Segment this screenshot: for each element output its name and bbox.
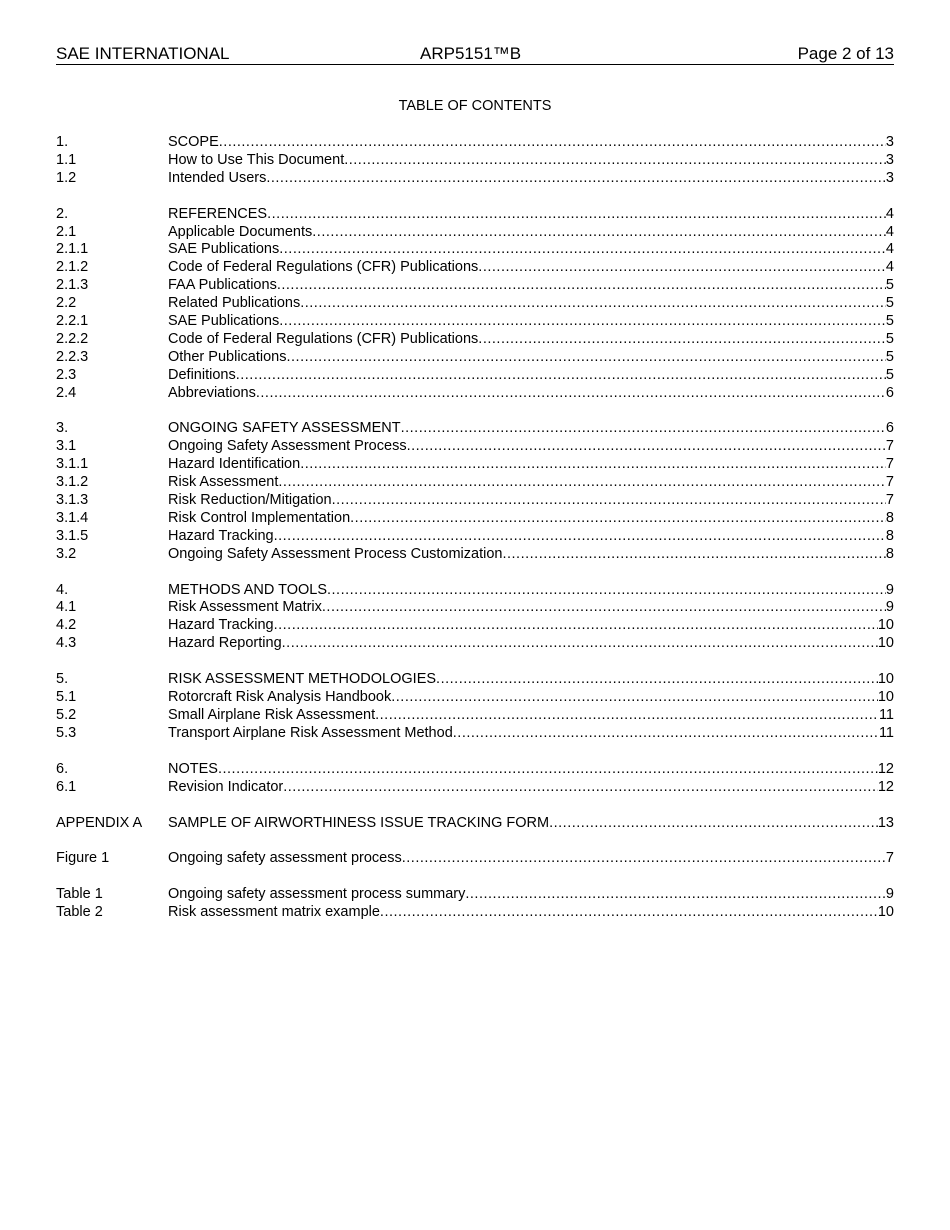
toc-row[interactable]	[56, 349, 894, 367]
toc-section-number: 1.2	[56, 169, 77, 186]
toc-dot-leader	[266, 170, 886, 188]
toc-dot-leader	[267, 206, 886, 224]
toc-dot-leader	[465, 886, 886, 904]
toc-group	[56, 582, 894, 654]
toc-dot-leader	[300, 456, 886, 474]
toc-row[interactable]	[56, 241, 894, 259]
toc-section-title: Transport Airplane Risk Assessment Method	[168, 724, 453, 741]
toc-row[interactable]	[56, 367, 894, 385]
toc-page-number: 13	[877, 814, 894, 831]
toc-page-number: 11	[878, 706, 894, 723]
toc-section-title: Abbreviations	[168, 384, 256, 401]
toc-row[interactable]	[56, 850, 894, 868]
toc-dot-leader	[478, 331, 886, 349]
toc-section-number: 4.3	[56, 635, 77, 652]
toc-page-number: 10	[877, 904, 894, 921]
toc-section-number: 1.1	[56, 151, 77, 168]
toc-page-number: 7	[885, 850, 894, 867]
toc-entry	[168, 904, 894, 922]
toc-section-number: 2.3	[56, 366, 77, 383]
toc-row[interactable]	[56, 295, 894, 313]
toc-entry	[168, 367, 894, 385]
toc-entry	[168, 510, 894, 528]
toc-row[interactable]	[56, 635, 894, 653]
toc-entry	[168, 492, 894, 510]
toc-page-number: 10	[877, 617, 894, 634]
toc-dot-leader	[322, 599, 886, 617]
toc-page-number: 10	[877, 689, 894, 706]
toc-row[interactable]	[56, 259, 894, 277]
toc-page-number: 5	[885, 313, 894, 330]
toc-entry	[168, 241, 894, 259]
toc-section-title: Risk assessment matrix example	[168, 904, 380, 921]
toc-section-title: Code of Federal Regulations (CFR) Publications	[168, 259, 479, 276]
toc-row[interactable]	[56, 492, 894, 510]
toc-entry	[168, 635, 894, 653]
toc-page-number: 12	[877, 778, 894, 795]
toc-section-title: Risk Assessment Matrix	[168, 599, 322, 616]
toc-page-number: 7	[885, 438, 894, 455]
toc-entry	[168, 170, 894, 188]
toc-dot-leader	[375, 707, 879, 725]
toc-group	[56, 761, 894, 797]
toc-section-number: 3.1.1	[56, 456, 89, 473]
toc-section-title: How to Use This Document	[168, 151, 345, 168]
toc-page-number: 5	[885, 295, 894, 312]
toc-page-number: 8	[885, 527, 894, 544]
toc-row[interactable]	[56, 224, 894, 242]
toc-group	[56, 815, 894, 833]
toc-dot-leader	[277, 277, 886, 295]
toc-section-number: 2.2	[56, 295, 77, 312]
toc-row[interactable]	[56, 779, 894, 797]
toc-dot-leader	[478, 259, 886, 277]
toc-entry	[168, 528, 894, 546]
toc-page-number: 5	[885, 277, 894, 294]
toc-dot-leader	[282, 635, 878, 653]
toc-section-number: 2.2.3	[56, 348, 89, 365]
toc-dot-leader	[401, 420, 886, 438]
toc-section-title: Hazard Tracking	[168, 527, 274, 544]
toc-dot-leader	[312, 224, 886, 242]
toc-row[interactable]	[56, 510, 894, 528]
header-page-number: Page 2 of 13	[797, 44, 894, 63]
toc-row[interactable]	[56, 904, 894, 922]
toc-dot-leader	[436, 671, 878, 689]
toc-section-number: 3.1.2	[56, 474, 89, 491]
toc-row[interactable]	[56, 474, 894, 492]
toc-dot-leader	[391, 689, 878, 707]
toc-dot-leader	[219, 134, 886, 152]
toc-page-number: 11	[878, 724, 894, 741]
toc-group	[56, 671, 894, 743]
toc-section-number: 3.1	[56, 438, 77, 455]
toc-row[interactable]	[56, 815, 894, 833]
toc-row[interactable]	[56, 277, 894, 295]
toc-row[interactable]	[56, 599, 894, 617]
toc-section-number: 5.	[56, 671, 69, 688]
toc-page-number: 5	[885, 366, 894, 383]
toc-row[interactable]	[56, 420, 894, 438]
toc-entry	[168, 599, 894, 617]
toc-section-title: Related Publications	[168, 295, 301, 312]
toc-section-title: Risk Assessment	[168, 474, 279, 491]
toc-section-title: Risk Reduction/Mitigation	[168, 492, 332, 509]
toc-section-number: 2.1	[56, 223, 77, 240]
toc-section-number: 3.1.5	[56, 527, 89, 544]
toc-page-number: 3	[885, 134, 894, 150]
toc-section-title: ONGOING SAFETY ASSESSMENT	[168, 420, 401, 437]
toc-page-number: 3	[885, 169, 894, 186]
toc-section-number: 2.1.2	[56, 259, 89, 276]
toc-dot-leader	[278, 474, 886, 492]
toc-section-number: Figure 1	[56, 850, 110, 867]
toc-section-title: Small Airplane Risk Assessment	[168, 706, 376, 723]
toc-dot-leader	[279, 241, 886, 259]
toc-section-title: FAA Publications	[168, 277, 277, 294]
toc-section-title: Ongoing safety assessment process summary	[168, 886, 466, 903]
toc-section-number: 4.	[56, 581, 69, 598]
toc-dot-leader	[300, 295, 886, 313]
toc-entry	[168, 134, 894, 152]
toc-dot-leader	[402, 850, 886, 868]
toc-entry	[168, 689, 894, 707]
toc-section-title: Risk Control Implementation	[168, 509, 351, 526]
toc-dot-leader	[218, 761, 878, 779]
toc-entry	[168, 313, 894, 331]
toc-section-title: Definitions	[168, 366, 236, 383]
toc-row[interactable]	[56, 206, 894, 224]
toc-page-number: 8	[885, 509, 894, 526]
toc-title: TABLE OF CONTENTS	[398, 98, 552, 114]
toc-row[interactable]	[56, 385, 894, 403]
toc-section-title: Hazard Identification	[168, 456, 301, 473]
toc-page-number: 4	[885, 223, 894, 240]
toc-section-title: Rotorcraft Risk Analysis Handbook	[168, 689, 392, 706]
toc-dot-leader	[332, 492, 886, 510]
toc-dot-leader	[350, 510, 886, 528]
toc-section-number: 5.3	[56, 724, 77, 741]
toc-section-number: 3.1.3	[56, 492, 89, 509]
toc-page-number: 9	[885, 886, 894, 903]
toc-entry	[168, 546, 894, 564]
toc-section-title: Hazard Tracking	[168, 617, 274, 634]
toc-section-number: 3.1.4	[56, 509, 89, 526]
toc-entry	[168, 438, 894, 456]
toc-row[interactable]	[56, 725, 894, 743]
toc-entry	[168, 474, 894, 492]
toc-section-title: Revision Indicator	[168, 778, 284, 795]
toc-section-title: SAMPLE OF AIRWORTHINESS ISSUE TRACKING FORM	[168, 814, 550, 831]
toc-dot-leader	[344, 152, 886, 170]
toc-dot-leader	[453, 725, 879, 743]
toc-entry	[168, 277, 894, 295]
toc-section-title: SAE Publications	[168, 241, 280, 258]
toc-entry	[168, 224, 894, 242]
toc-dot-leader	[407, 438, 886, 456]
toc-section-title: Ongoing Safety Assessment Process Customization	[168, 545, 503, 562]
toc-entry	[168, 259, 894, 277]
page-header	[56, 43, 894, 65]
toc-page-number: 4	[885, 241, 894, 258]
toc-page-number: 3	[885, 151, 894, 168]
toc-page-number: 6	[885, 420, 894, 437]
toc-page-number: 5	[885, 348, 894, 365]
toc-entry	[168, 152, 894, 170]
toc-entry	[168, 850, 894, 868]
toc-entry	[168, 761, 894, 779]
toc-row[interactable]	[56, 761, 894, 779]
toc-section-number: 2.2.2	[56, 330, 89, 347]
toc-entry	[168, 385, 894, 403]
toc-entry	[168, 707, 894, 725]
toc-section-number: 6.	[56, 760, 69, 777]
toc-section-number: 3.	[56, 420, 69, 437]
toc-dot-leader	[283, 779, 878, 797]
toc-row[interactable]	[56, 689, 894, 707]
toc-section-number: 2.2.1	[56, 313, 89, 330]
toc-page-number: 4	[885, 259, 894, 276]
toc-entry	[168, 815, 894, 833]
toc-dot-leader	[256, 385, 886, 403]
toc-dot-leader	[502, 546, 885, 564]
toc-row[interactable]	[56, 438, 894, 456]
toc-row[interactable]	[56, 671, 894, 689]
toc-entry	[168, 725, 894, 743]
toc-section-title: Other Publications	[168, 348, 287, 365]
toc-dot-leader	[327, 582, 886, 600]
toc-section-title: NOTES	[168, 760, 218, 777]
toc-row[interactable]	[56, 152, 894, 170]
toc-entry	[168, 331, 894, 349]
toc-row[interactable]	[56, 134, 894, 152]
table-of-contents	[56, 134, 894, 940]
header-organization: SAE INTERNATIONAL	[56, 44, 230, 63]
toc-section-number: 5.2	[56, 706, 77, 723]
toc-group	[56, 420, 894, 563]
toc-section-number: 6.1	[56, 778, 77, 795]
toc-dot-leader	[274, 617, 878, 635]
toc-group	[56, 206, 894, 403]
toc-row[interactable]	[56, 886, 894, 904]
toc-section-number: 2.	[56, 205, 69, 222]
toc-row[interactable]	[56, 707, 894, 725]
toc-page-number: 7	[885, 456, 894, 473]
toc-group	[56, 850, 894, 868]
toc-section-title: Ongoing Safety Assessment Process	[168, 438, 407, 455]
toc-dot-leader	[236, 367, 886, 385]
toc-section-title: Hazard Reporting	[168, 635, 282, 652]
toc-section-title: Intended Users	[168, 169, 267, 186]
toc-row[interactable]	[56, 546, 894, 564]
toc-page-number: 7	[885, 474, 894, 491]
toc-entry	[168, 420, 894, 438]
toc-row[interactable]	[56, 456, 894, 474]
toc-section-number: 4.2	[56, 617, 77, 634]
toc-section-title: Code of Federal Regulations (CFR) Publications	[168, 330, 479, 347]
toc-page-number: 8	[885, 545, 894, 562]
toc-section-title: SAE Publications	[168, 313, 280, 330]
toc-section-title: RISK ASSESSMENT METHODOLOGIES	[168, 671, 437, 688]
toc-entry	[168, 617, 894, 635]
toc-row[interactable]	[56, 617, 894, 635]
toc-page-number: 7	[885, 492, 894, 509]
toc-group	[56, 886, 894, 922]
toc-row[interactable]	[56, 331, 894, 349]
toc-section-title: METHODS AND TOOLS	[168, 581, 327, 598]
toc-section-number: Table 2	[56, 904, 103, 921]
toc-entry	[168, 779, 894, 797]
toc-section-number: 1.	[56, 134, 69, 150]
toc-dot-leader	[274, 528, 886, 546]
toc-section-number: APPENDIX A	[56, 814, 143, 831]
toc-dot-leader	[286, 349, 885, 367]
toc-section-title: SCOPE	[168, 134, 219, 150]
toc-page-number: 9	[885, 599, 894, 616]
toc-entry	[168, 886, 894, 904]
toc-entry	[168, 349, 894, 367]
toc-section-number: Table 1	[56, 886, 103, 903]
toc-dot-leader	[549, 815, 878, 833]
toc-entry	[168, 206, 894, 224]
toc-entry	[168, 295, 894, 313]
toc-entry	[168, 671, 894, 689]
toc-row[interactable]	[56, 582, 894, 600]
toc-section-number: 4.1	[56, 599, 77, 616]
toc-entry	[168, 456, 894, 474]
toc-row[interactable]	[56, 170, 894, 188]
toc-row[interactable]	[56, 528, 894, 546]
toc-dot-leader	[380, 904, 878, 922]
toc-section-number: 5.1	[56, 689, 77, 706]
toc-section-number: 2.1.1	[56, 241, 89, 258]
header-document-number: ARP5151™B	[420, 44, 522, 63]
toc-page-number: 9	[885, 581, 894, 598]
toc-page-number: 5	[885, 330, 894, 347]
toc-page-number: 4	[885, 205, 894, 222]
toc-page-number: 12	[877, 760, 894, 777]
toc-row[interactable]	[56, 313, 894, 331]
toc-group	[56, 134, 894, 188]
toc-section-number: 3.2	[56, 545, 77, 562]
toc-page-number: 6	[885, 384, 894, 401]
toc-section-title: REFERENCES	[168, 205, 268, 222]
toc-entry	[168, 582, 894, 600]
toc-section-number: 2.1.3	[56, 277, 89, 294]
toc-section-title: Applicable Documents	[168, 223, 313, 240]
toc-page-number: 10	[877, 671, 894, 688]
toc-page-number: 10	[877, 635, 894, 652]
toc-section-number: 2.4	[56, 384, 77, 401]
toc-section-title: Ongoing safety assessment process	[168, 850, 402, 867]
toc-dot-leader	[279, 313, 886, 331]
